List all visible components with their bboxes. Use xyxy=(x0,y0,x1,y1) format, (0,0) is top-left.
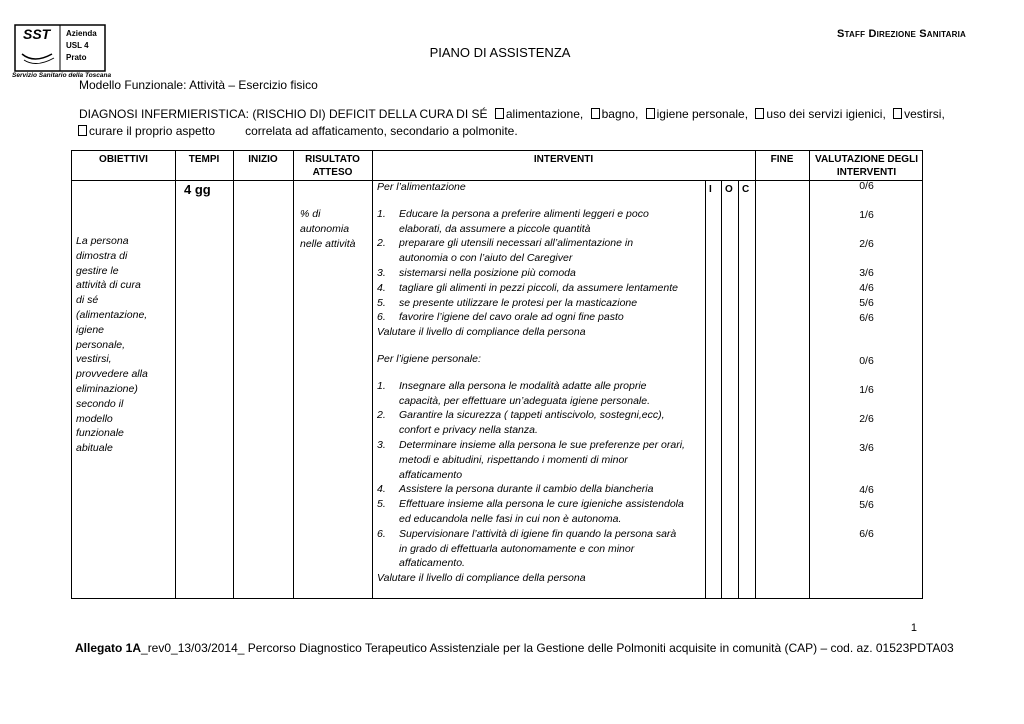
list-line: preparare gli utensili necessari all’alimentazione in xyxy=(399,237,634,250)
list-text xyxy=(399,408,665,438)
valutazione-value: 5/6 xyxy=(859,297,874,309)
list-line: Determinare insieme alla persona le sue preferenze per orari, xyxy=(399,438,685,451)
list-line: confort e privacy nella stanza. xyxy=(399,424,538,437)
ioc-c: C xyxy=(742,184,750,195)
obiettivo-line: secondo il xyxy=(76,397,124,410)
diagnosi-tail: correlata ad affaticamento, secondario a polmonite. xyxy=(245,124,518,138)
valutazione-value: 1/6 xyxy=(859,384,874,396)
list-line: affaticamento. xyxy=(399,557,465,570)
obiettivo-line: (alimentazione, xyxy=(76,308,148,321)
logo-line3: Prato xyxy=(66,53,87,62)
diagnosi-lead: DIAGNOSI INFERMIERISTICA: (RISCHIO DI) DEFICIT DELLA CURA DI SÉ xyxy=(79,107,488,121)
valutazione-value: 6/6 xyxy=(859,312,874,324)
list-line: metodi e abitudini, rispettando i momenti di minor xyxy=(399,453,628,466)
header-fine: FINE xyxy=(770,154,794,165)
valutazioni-column xyxy=(809,180,924,600)
ioc-i: I xyxy=(709,184,712,195)
list-item xyxy=(377,236,707,266)
obiettivo-line: abituale xyxy=(76,442,113,455)
valutazione-value: 5/6 xyxy=(859,499,874,511)
list-item xyxy=(377,296,707,311)
page-title: PIANO DI ASSISTENZA xyxy=(429,45,571,60)
list-text xyxy=(399,379,650,409)
list-item xyxy=(377,408,707,438)
obiettivo-line: personale, xyxy=(76,338,126,351)
checkbox-icon xyxy=(591,108,600,119)
checkbox-icon xyxy=(78,125,87,136)
list-line: Assistere la persona durante il cambio della biancheria xyxy=(399,483,654,496)
list-number: 6. xyxy=(377,311,386,324)
list-item xyxy=(377,281,707,296)
list-line: affaticamento xyxy=(399,468,463,481)
obiettivo-line: provvedere alla xyxy=(76,368,148,381)
list-line: favorire l’igiene del cavo orale ad ogni fine pasto xyxy=(399,311,624,324)
valutazione-value: 3/6 xyxy=(859,442,874,454)
list-line: in grado di effettuarla autonomamente e con minor xyxy=(399,542,635,555)
valutare-note: Valutare il livello di compliance della persona xyxy=(377,326,586,339)
list-text xyxy=(399,310,624,325)
list-text xyxy=(399,236,633,266)
list-text xyxy=(399,266,576,281)
list-line: se presente utilizzare le protesi per la masticazione xyxy=(399,296,638,309)
list-line: Educare la persona a preferire alimenti leggeri e poco xyxy=(399,207,649,220)
logo-line2: USL 4 xyxy=(66,41,89,50)
obiettivo-line: La persona xyxy=(76,235,129,247)
list-item xyxy=(377,207,707,237)
checkbox-icon xyxy=(755,108,764,119)
valutazione-value: 0/6 xyxy=(859,180,874,192)
list-line: Insegnare alla persona le modalità adatte alle proprie xyxy=(399,379,647,392)
list-number: 2. xyxy=(377,237,386,250)
list-text xyxy=(399,482,653,497)
list-line: Garantire la sicurezza ( tappeti antiscivolo, sostegni,ecc), xyxy=(399,409,665,422)
diagnosi-line-1 xyxy=(79,107,945,121)
checkbox-icon xyxy=(646,108,655,119)
page-number: 1 xyxy=(910,622,917,634)
obiettivo-line: funzionale xyxy=(76,427,124,440)
risultato-atteso: % di autonomia nelle attività xyxy=(300,208,356,250)
logo-line1: Azienda xyxy=(66,29,97,38)
obiettivo-line: igiene xyxy=(76,323,105,336)
obiettivo-text xyxy=(76,234,172,456)
valutazione-value: 0/6 xyxy=(859,355,874,367)
header-inizio: INIZIO xyxy=(248,154,278,165)
list-line: ed educandola nelle fasi in cui non è autonoma. xyxy=(399,512,622,525)
valutazione-value: 6/6 xyxy=(859,528,874,540)
section-title: Per l’alimentazione xyxy=(377,181,466,193)
list-number: 3. xyxy=(377,266,386,279)
obiettivo-line: di sé xyxy=(76,294,99,307)
list-number: 3. xyxy=(377,438,386,451)
list-number: 4. xyxy=(377,483,386,496)
obiettivo-line: eliminazione) xyxy=(76,382,138,395)
logo-mark-text: SST xyxy=(23,26,51,42)
valutazione-value: 4/6 xyxy=(859,282,874,294)
header-obiettivi: OBIETTIVI xyxy=(99,154,148,165)
list-item xyxy=(377,482,707,497)
piano-table xyxy=(71,150,923,599)
list-item xyxy=(377,266,707,281)
obiettivo-line: vestirsi, xyxy=(76,353,112,366)
valutazione-value: 1/6 xyxy=(859,209,874,221)
list-text xyxy=(399,438,685,482)
obiettivo-line: attività di cura xyxy=(76,279,141,292)
list-text xyxy=(399,296,637,311)
footer-bold: Allegato 1A xyxy=(75,641,142,655)
header-tempi: TEMPI xyxy=(188,154,220,165)
obiettivo-line: modello xyxy=(76,412,113,425)
section-title: Per l’igiene personale: xyxy=(377,352,481,365)
diagnosi-option: alimentazione, xyxy=(505,107,584,121)
logo-caption: Servizio Sanitario della Toscana xyxy=(12,72,112,79)
list-text xyxy=(399,281,678,296)
list-number: 4. xyxy=(377,281,386,294)
list-number: 5. xyxy=(377,498,386,511)
list-line: capacità, per effettuare un’adeguata igiene personale. xyxy=(399,394,651,407)
list-line: Effettuare insieme alla persona le cure igieniche assistendola xyxy=(399,498,684,511)
list-number: 1. xyxy=(377,379,386,392)
checkbox-icon xyxy=(495,108,504,119)
diagnosi-option: bagno, xyxy=(601,107,639,121)
ioc-o: O xyxy=(725,184,733,195)
diagnosi-option: curare il proprio aspetto xyxy=(89,124,216,138)
footer-text: _rev0_13/03/2014_ Percorso Diagnostico Terapeutico Assistenziale per la Gestione delle Polmoniti acquisite in comunità (CAP) – cod. az. 01523PDTA03 xyxy=(141,641,954,655)
staff-label: Staff Direzione Sanitaria xyxy=(837,28,966,40)
diagnosi-line-2 xyxy=(76,124,518,138)
list-text xyxy=(399,207,649,237)
list-line: elaborati, da assumere a piccole quantità xyxy=(399,222,591,235)
diagnosi-option: vestirsi, xyxy=(904,107,945,121)
list-line: tagliare gli alimenti in pezzi piccoli, da assumere lentamente xyxy=(399,281,678,294)
interventi-list xyxy=(377,180,707,586)
list-line: autonomia o con l’aiuto del Caregiver xyxy=(399,252,573,265)
valutazione-value: 2/6 xyxy=(859,238,874,250)
list-line: sistemarsi nella posizione più comoda xyxy=(399,266,576,279)
diagnosi-option: uso dei servizi igienici, xyxy=(766,107,886,121)
checkbox-icon xyxy=(893,108,902,119)
tempi-value: 4 gg xyxy=(184,182,211,197)
valutazione-value: 3/6 xyxy=(859,267,874,279)
list-text xyxy=(399,497,684,527)
list-number: 5. xyxy=(377,296,386,309)
header-risultato: RISULTATO ATTESO xyxy=(305,154,360,178)
list-item xyxy=(377,497,707,527)
footer xyxy=(75,641,954,655)
list-number: 1. xyxy=(377,207,386,220)
valutazione-value: 2/6 xyxy=(859,413,874,425)
diagnosi-option: igiene personale, xyxy=(656,107,749,121)
list-number: 6. xyxy=(377,527,386,540)
valutazione-value: 4/6 xyxy=(859,484,874,496)
list-item xyxy=(377,379,707,409)
modello-funzionale: Modello Funzionale: Attività – Esercizio fisico xyxy=(79,78,318,92)
list-item xyxy=(377,438,707,482)
list-item xyxy=(377,310,707,325)
list-line: Supervisionare l’attività di igiene fin quando la persona sarà xyxy=(399,527,677,540)
header-valutazione: VALUTAZIONE DEGLI INTERVENTI xyxy=(815,154,918,178)
list-item xyxy=(377,527,707,571)
list-text xyxy=(399,527,676,571)
obiettivo-line: gestire le xyxy=(76,264,119,277)
valutare-note: Valutare il livello di compliance della persona xyxy=(377,572,586,585)
list-number: 2. xyxy=(377,409,386,422)
obiettivo-line: dimostra di xyxy=(76,249,128,262)
header-interventi: INTERVENTI xyxy=(533,154,594,165)
